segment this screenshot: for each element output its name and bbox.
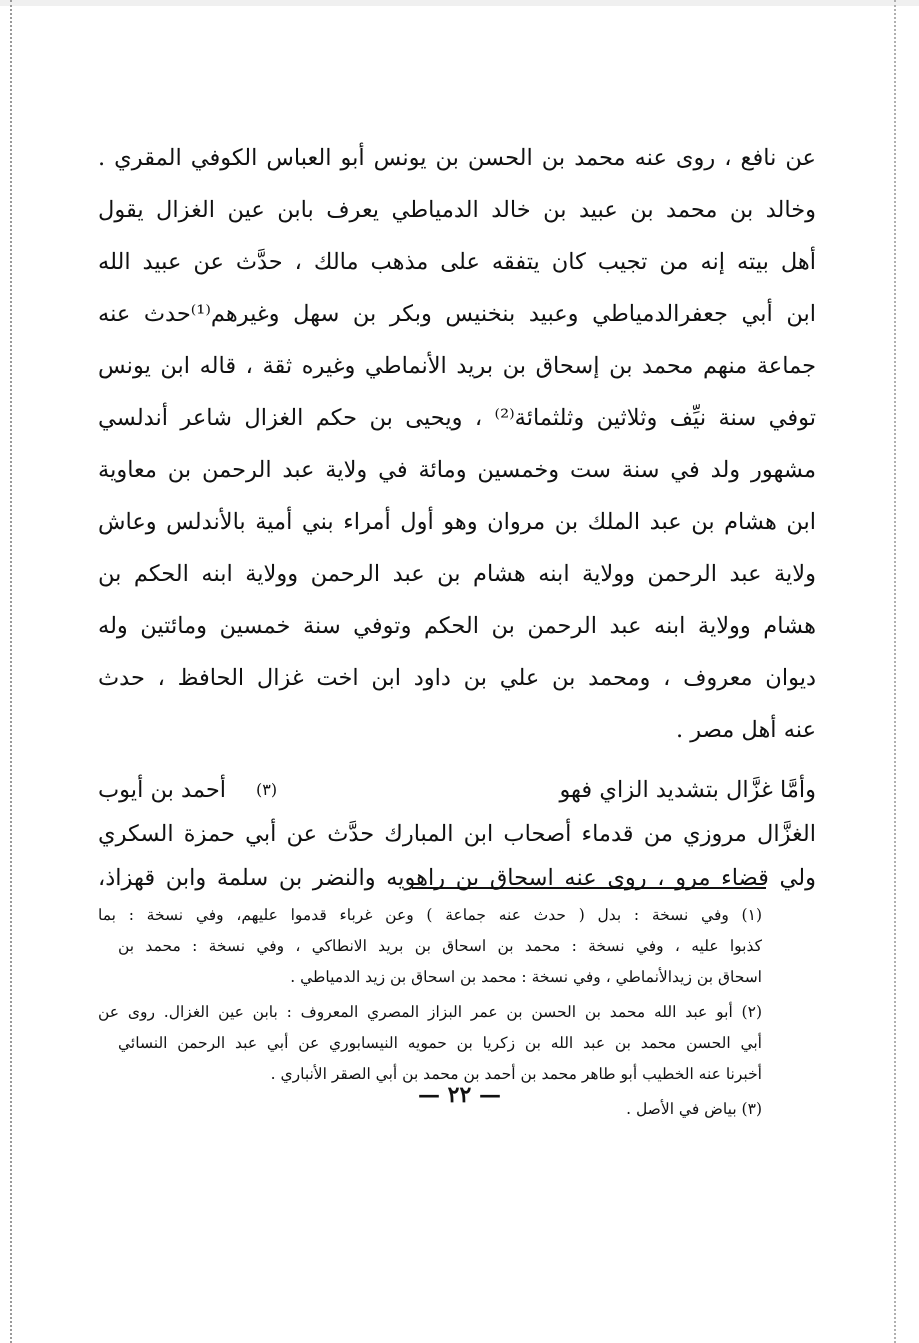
body-line: توفي سنة نيِّف وثلاثين وثلثمائة⁽²⁾ ، ويحيى بن حكم الغزال شاعر أندلسي [98,405,816,431]
body-line: وخالد بن محمد بن عبيد بن خالد الدمياطي يعرف بابن عين الغزال يقول [98,197,816,223]
body-line: عن نافع ، روى عنه محمد بن الحسن بن يونس أبو العباس الكوفي المقري . [98,145,816,171]
footnote-line: (١) وفي نسخة : بدل ( حدث عنه جماعة ) وعن غرباء قدموا عليهم، وفي نسخة : بما [98,906,762,924]
body-line: أهل بيته إنه من تجيب كان يتفقه على مذهب مالك ، حدَّث عن عبيد الله [98,249,816,275]
body-line: ولي قضاء مرو ، روى عنه اسحاق بن راهويه والنضر بن سلمة وابن قهزاذ، [98,865,816,891]
body-line: هشام وولاية ابنه عبد الرحمن بن الحكم وتوفي سنة خمسين ومائتين وله [98,613,816,639]
body-line: جماعة منهم محمد بن إسحاق بن بريد الأنماطي وغيره ثقة ، قاله ابن يونس [98,353,816,379]
body-line: ابن أبي جعفرالدمياطي وعبيد بنخنيس وبكر بن سهل وغيرهم⁽¹⁾حدث عنه [98,301,816,327]
page-number: — ٢٢ — [418,1082,501,1108]
split-line-right: وأمَّا غزَّال بتشديد الزاي فهو [559,777,816,803]
body-line: عنه أهل مصر . [675,717,816,743]
split-line [98,770,816,812]
scan-right-edge [894,0,896,1343]
footnote-line: (٢) أبو عبد الله محمد بن الحسن بن عمر البزاز المصري المعروف : بابن عين الغزال. روى عن [98,1003,762,1021]
scan-top-edge [0,0,919,6]
footnote-line: أبي الحسن محمد بن عبد الله بن زكريا بن حمويه النيسابوري عن أبي عبد الرحمن النسائي [118,1034,762,1052]
footnote-line: أخبرنا عنه الخطيب أبو طاهر محمد بن أحمد بن محمد بن أبي الصقر الأنباري . [270,1065,762,1083]
footnote-marker: (٣) [256,780,278,799]
footnote-line: كذبوا عليه ، وفي نسخة : محمد بن اسحاق بن بريد الانطاكي ، وفي نسخة : محمد بن [118,937,762,955]
body-line: ديوان معروف ، ومحمد بن علي بن داود ابن اخت غزال الحافظ ، حدث [98,665,816,691]
scan-left-edge [10,0,12,1343]
footnote-line: (٣) بياض في الأصل . [626,1100,762,1118]
footnote-line: اسحاق بن زيدالأنماطي ، وفي نسخة : محمد بن اسحاق بن زيد الدمياطي . [290,968,762,986]
footnote-separator [412,887,766,889]
body-line: مشهور ولد في سنة ست وخمسين ومائة في ولاية عبد الرحمن بن معاوية [98,457,816,483]
body-line: ابن هشام بن عبد الملك بن مروان وهو أول أمراء بني أمية بالأندلس وعاش [98,509,816,535]
split-line-left: أحمد بن أيوب [98,777,226,803]
body-line: الغزَّال مروزي من قدماء أصحاب ابن المبارك حدَّث عن أبي حمزة السكري [98,821,816,847]
body-line: ولاية عبد الرحمن وولاية ابنه هشام بن عبد الرحمن وولاية ابنه الحكم بن [98,561,816,587]
